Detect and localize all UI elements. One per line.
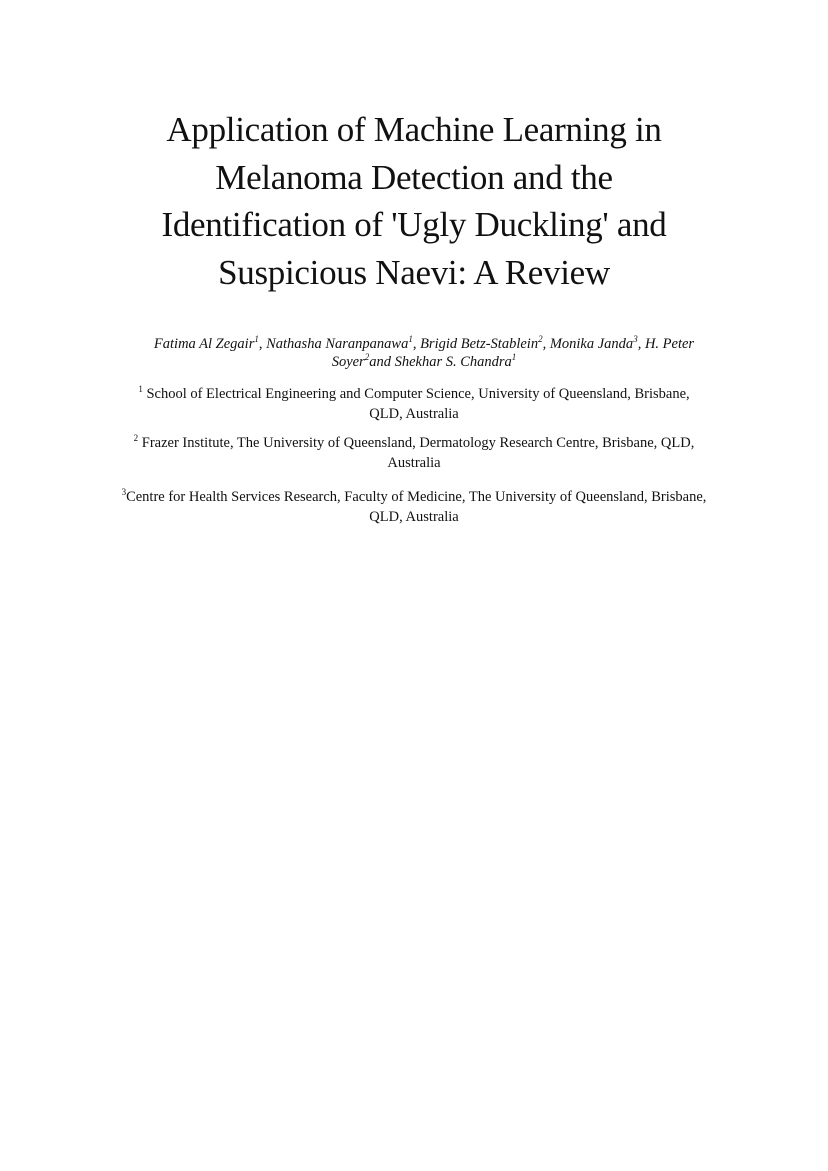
affiliation-line: Australia (387, 455, 441, 471)
author-affiliation-mark: 1 (254, 334, 259, 345)
author-affiliation-mark: 2 (364, 352, 370, 363)
title-line: Identification of 'Ugly Duckling' and (161, 205, 667, 244)
author-name: Monika Janda (549, 336, 634, 352)
author-name: Nathasha Naranpanawa (266, 336, 409, 352)
affiliation-line: QLD, Australia (369, 509, 459, 525)
affiliation-text: School of Electrical Engineering and Computer Science, University of Queensland, Brisbane, (142, 386, 690, 402)
author-name: and Shekhar S. Chandra (369, 354, 512, 370)
affiliation-mark: 1 (138, 384, 143, 395)
author-separator: , (637, 336, 645, 352)
paper-title (100, 106, 728, 296)
affiliation-line (90, 487, 738, 507)
affiliation-2 (90, 433, 738, 473)
affiliation-text: Frazer Institute, The University of Queensland, Dermatology Research Centre, Brisbane, QLD, (138, 435, 695, 451)
author-name: Fatima Al Zegair (153, 336, 255, 352)
author-separator: , (412, 336, 421, 352)
title-line: Suspicious Naevi: A Review (218, 252, 610, 292)
affiliation-line (90, 433, 738, 453)
affiliation-mark: 2 (133, 433, 139, 444)
affiliation-3 (90, 487, 738, 527)
affiliation-mark: 3 (121, 487, 127, 498)
title-line: Application of Machine Learning in (166, 110, 662, 149)
author-affiliation-mark: 2 (538, 334, 543, 345)
author-line (110, 353, 738, 371)
author-name: H. Peter (644, 336, 695, 352)
author-line (110, 335, 738, 353)
author-separator: , (542, 336, 550, 352)
author-affiliation-mark: 1 (511, 352, 517, 363)
title-line: Melanoma Detection and the (215, 157, 613, 197)
author-name: Brigid Betz-Stablein (420, 336, 539, 352)
author-name: Soyer (331, 354, 365, 370)
author-affiliation-mark: 1 (408, 334, 413, 345)
affiliation-line: QLD, Australia (369, 406, 459, 422)
affiliation-line (90, 384, 738, 404)
author-list (110, 335, 738, 371)
author-separator: , (258, 336, 267, 352)
author-affiliation-mark: 3 (633, 334, 638, 345)
affiliation-text: Centre for Health Services Research, Faculty of Medicine, The University of Queensland, Brisbane, (126, 489, 707, 505)
affiliation-1 (90, 384, 738, 424)
